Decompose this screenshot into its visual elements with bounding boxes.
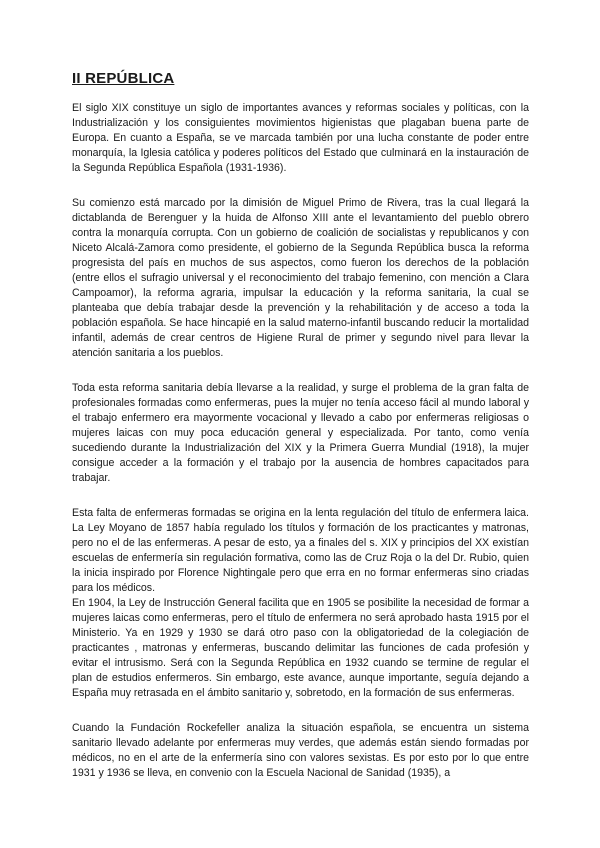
paragraph-spacer [72,361,529,381]
paragraph-spacer [72,176,529,196]
paragraph-spacer [72,486,529,506]
paragraph-spacer [72,701,529,721]
paragraph-instruction-law: En 1904, la Ley de Instrucción General facilita que en 1905 se posibilite la necesidad de formar a mujeres laicas como enfermeras, pero el título de enfermera no será aprobado hasta 1915 por el Ministerio. Ya en 1929 y 1930 se dará otro paso con la obligatoriedad de la colegiación de practicantes , matronas y enfermeras, buscando delimitar las funciones de cada profesión y evitar el intrusismo. Será con la Segunda República en 1932 cuando se termine de regular el plan de estudios enfermeros. Sin embargo, este avance, aunque importante, seguía dejando a España muy retrasada en el ámbito sanitario y, sobretodo, en la formación de sus enfermeras. [72,597,529,699]
paragraph-nurse-regulation: Esta falta de enfermeras formadas se origina en la lenta regulación del título de enfermera laica. La Ley Moyano de 1857 había regulado los títulos y formación de los practicantes y matronas, pero no el de las enfermeras. A pesar de esto, ya a finales del s. XIX y principios del XX existían escuelas de enfermería sin regulación formativa, como las de Cruz Roja o la del Dr. Rubio, quien la inicia inspirado por Florence Nightingale pero que erra en no formar enfermeras sino criadas para los médicos. [72,507,529,594]
document-page [72,70,529,781]
paragraph-rockefeller: Cuando la Fundación Rockefeller analiza la situación española, se encuentra un sistema sanitario llevado adelante por enfermeras muy verdes, que además están siendo formadas por médicos, no en el arte de la enfermería sino con valores sexistas. Es por esto por lo que entre 1931 y 1936 se lleva, en convenio con la Escuela Nacional de Sanidad (1935), a [72,722,529,779]
paragraph-sanitary-reform: Toda esta reforma sanitaria debía llevarse a la realidad, y surge el problema de la gran falta de profesionales formadas como enfermeras, pues la mujer no tenía acceso fácil al mundo laboral y el trabajo enfermero era mayormente vocacional y llevado a cabo por enfermeras religiosas o mujeres laicas con muy poca educación general y especializada. Por tanto, como venía sucediendo durante la Industrialización del XIX y la Primera Guerra Mundial (1918), la mujer consigue acceder a la formación y el trabajo por la ausencia de hombres capacitados para trabajar. [72,382,529,484]
paragraph-second-republic-beginning: Su comienzo está marcado por la dimisión de Miguel Primo de Rivera, tras la cual llegará la dictablanda de Berenguer y la huida de Alfonso XIII ante el levantamiento del pueblo obrero contra la monarquía corrupta. Con un gobierno de coalición de socialistas y republicanos y con Niceto Alcalá-Zamora como presidente, el gobierno de la Segunda República busca la reforma progresista del país en muchos de sus aspectos, como fueron los derechos de la población (entre ellos el sufragio universal y el reconocimiento del trabajo femenino, con mención a Clara Campoamor), la reforma agraria, impulsar la educación y la reforma sanitaria, la cual se planteaba que debía trabajar desde la prevención y la rehabilitación y de acceso a toda la población española. Se hace hincapié en la salud materno-infantil buscando reducir la mortalidad infantil, además de crear centros de Higiene Rural de primer y segundo nivel para llevar la atención sanitaria a los pueblos. [72,197,529,359]
page-title: II REPÚBLICA [72,70,175,87]
paragraph-intro: El siglo XIX constituye un siglo de importantes avances y reformas sociales y políticas, con la Industrialización y los consiguientes movimientos higienistas que plagaban buena parte de Europa. En cuanto a España, se ve marcada también por una lucha constante de poder entre monarquía, la Iglesia católica y poderes políticos del Estado que culminará en la instauración de la Segunda República Española (1931-1936). [72,102,529,174]
